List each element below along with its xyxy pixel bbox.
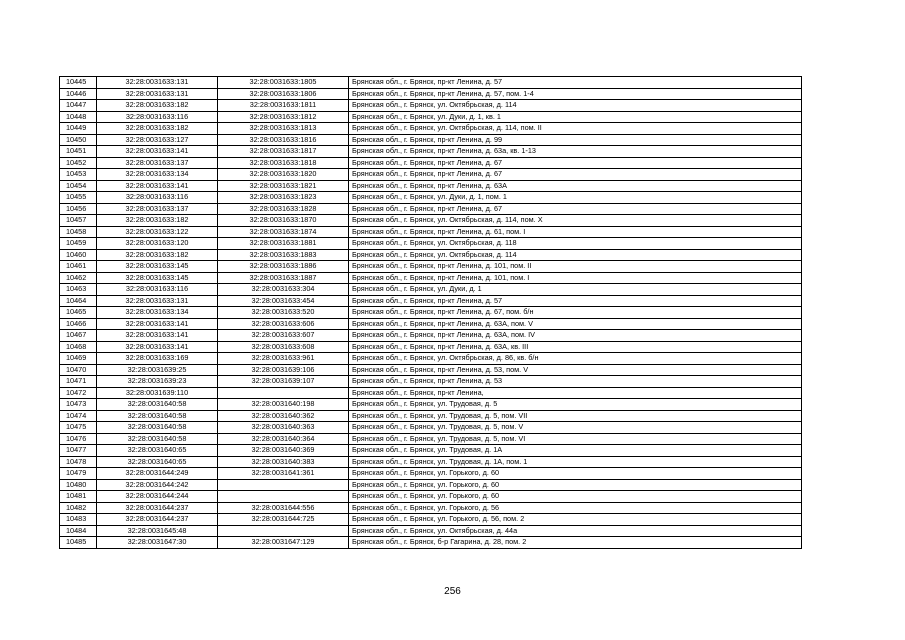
cadastral-number-cell: 32:28:0031633:454 [218, 295, 349, 307]
quarter-number-cell: 32:28:0031633:169 [97, 353, 218, 365]
quarter-number-cell: 32:28:0031640:65 [97, 456, 218, 468]
quarter-number-cell: 32:28:0031639:25 [97, 364, 218, 376]
quarter-number-cell: 32:28:0031633:182 [97, 215, 218, 227]
table-row [60, 88, 802, 100]
table-row [60, 502, 802, 514]
cadastral-number-cell: 32:28:0031633:1828 [218, 203, 349, 215]
address-cell: Брянская обл., г. Брянск, пр-кт Ленина, д. 57, пом. 1-4 [349, 88, 802, 100]
table-row [60, 100, 802, 112]
cadastral-number-cell: 32:28:0031640:369 [218, 445, 349, 457]
row-number-cell: 10462 [60, 272, 97, 284]
address-cell: Брянская обл., г. Брянск, пр-кт Ленина, д. 63а, кв. 1-13 [349, 146, 802, 158]
row-number-cell: 10450 [60, 134, 97, 146]
table-row [60, 468, 802, 480]
cadastral-number-cell: 32:28:0031644:725 [218, 514, 349, 526]
cadastral-table [59, 76, 802, 549]
table-row [60, 341, 802, 353]
address-cell: Брянская обл., г. Брянск, ул. Трудовая, д. 5, пом. V [349, 422, 802, 434]
cadastral-number-cell: 32:28:0031633:961 [218, 353, 349, 365]
row-number-cell: 10470 [60, 364, 97, 376]
address-cell: Брянская обл., г. Брянск, ул. Горького, д. 56, пом. 2 [349, 514, 802, 526]
quarter-number-cell: 32:28:0031633:122 [97, 226, 218, 238]
cadastral-number-cell: 32:28:0031633:1821 [218, 180, 349, 192]
table-row [60, 295, 802, 307]
cadastral-number-cell: 32:28:0031633:1886 [218, 261, 349, 273]
quarter-number-cell: 32:28:0031645:48 [97, 525, 218, 537]
quarter-number-cell: 32:28:0031639:23 [97, 376, 218, 388]
row-number-cell: 10467 [60, 330, 97, 342]
quarter-number-cell: 32:28:0031640:58 [97, 433, 218, 445]
quarter-number-cell: 32:28:0031633:116 [97, 192, 218, 204]
cadastral-number-cell: 32:28:0031640:364 [218, 433, 349, 445]
address-cell: Брянская обл., г. Брянск, пр-кт Ленина, д. 63А, пом. IV [349, 330, 802, 342]
cadastral-number-cell: 32:28:0031633:1812 [218, 111, 349, 123]
row-number-cell: 10481 [60, 491, 97, 503]
table-row [60, 433, 802, 445]
address-cell: Брянская обл., г. Брянск, ул. Трудовая, д. 1А [349, 445, 802, 457]
row-number-cell: 10461 [60, 261, 97, 273]
row-number-cell: 10456 [60, 203, 97, 215]
row-number-cell: 10451 [60, 146, 97, 158]
quarter-number-cell: 32:28:0031644:242 [97, 479, 218, 491]
row-number-cell: 10455 [60, 192, 97, 204]
table-row [60, 318, 802, 330]
row-number-cell: 10449 [60, 123, 97, 135]
row-number-cell: 10464 [60, 295, 97, 307]
cadastral-number-cell: 32:28:0031641:361 [218, 468, 349, 480]
address-cell: Брянская обл., г. Брянск, ул. Горького, д. 60 [349, 491, 802, 503]
row-number-cell: 10469 [60, 353, 97, 365]
table-row [60, 203, 802, 215]
row-number-cell: 10446 [60, 88, 97, 100]
address-cell: Брянская обл., г. Брянск, пр-кт Ленина, д. 57 [349, 77, 802, 89]
table-row [60, 330, 802, 342]
row-number-cell: 10448 [60, 111, 97, 123]
quarter-number-cell: 32:28:0031633:141 [97, 146, 218, 158]
address-cell: Брянская обл., г. Брянск, пр-кт Ленина, д. 53, пом. V [349, 364, 802, 376]
table-row [60, 387, 802, 399]
page-number: 256 [444, 586, 461, 597]
row-number-cell: 10476 [60, 433, 97, 445]
quarter-number-cell: 32:28:0031633:131 [97, 295, 218, 307]
address-cell: Брянская обл., г. Брянск, пр-кт Ленина, д. 61, пом. I [349, 226, 802, 238]
address-cell: Брянская обл., г. Брянск, ул. Дуки, д. 1, пом. 1 [349, 192, 802, 204]
address-cell: Брянская обл., г. Брянск, ул. Горького, д. 60 [349, 468, 802, 480]
cadastral-number-cell: 32:28:0031633:1881 [218, 238, 349, 250]
table-row [60, 353, 802, 365]
address-cell: Брянская обл., г. Брянск, ул. Октябрьская, д. 118 [349, 238, 802, 250]
row-number-cell: 10471 [60, 376, 97, 388]
cadastral-number-cell: 32:28:0031639:107 [218, 376, 349, 388]
address-cell: Брянская обл., г. Брянск, пр-кт Ленина, д. 99 [349, 134, 802, 146]
table-row [60, 514, 802, 526]
cadastral-number-cell: 32:28:0031633:1811 [218, 100, 349, 112]
quarter-number-cell: 32:28:0031644:237 [97, 502, 218, 514]
row-number-cell: 10477 [60, 445, 97, 457]
address-cell: Брянская обл., г. Брянск, пр-кт Ленина, д. 53 [349, 376, 802, 388]
address-cell: Брянская обл., г. Брянск, пр-кт Ленина, д. 67 [349, 169, 802, 181]
quarter-number-cell: 32:28:0031640:58 [97, 399, 218, 411]
table-row [60, 364, 802, 376]
table-row [60, 180, 802, 192]
quarter-number-cell: 32:28:0031633:141 [97, 318, 218, 330]
cadastral-number-cell: 32:28:0031633:1874 [218, 226, 349, 238]
row-number-cell: 10445 [60, 77, 97, 89]
address-cell: Брянская обл., г. Брянск, ул. Октябрьская, д. 86, кв. б/н [349, 353, 802, 365]
quarter-number-cell: 32:28:0031633:182 [97, 100, 218, 112]
quarter-number-cell: 32:28:0031633:141 [97, 330, 218, 342]
address-cell: Брянская обл., г. Брянск, ул. Горького, д. 56 [349, 502, 802, 514]
address-cell: Брянская обл., г. Брянск, пр-кт Ленина, д. 57 [349, 295, 802, 307]
cadastral-number-cell: 32:28:0031633:1806 [218, 88, 349, 100]
table-row [60, 399, 802, 411]
table-row [60, 146, 802, 158]
table-row [60, 537, 802, 549]
address-cell: Брянская обл., г. Брянск, ул. Октябрьская, д. 44а [349, 525, 802, 537]
row-number-cell: 10482 [60, 502, 97, 514]
table-row [60, 226, 802, 238]
table-row [60, 284, 802, 296]
quarter-number-cell: 32:28:0031633:127 [97, 134, 218, 146]
cadastral-number-cell [218, 387, 349, 399]
address-cell: Брянская обл., г. Брянск, ул. Трудовая, д. 5 [349, 399, 802, 411]
row-number-cell: 10465 [60, 307, 97, 319]
table-row [60, 525, 802, 537]
table-row [60, 422, 802, 434]
cadastral-number-cell: 32:28:0031633:1883 [218, 249, 349, 261]
address-cell: Брянская обл., г. Брянск, пр-кт Ленина, д. 101, пом. II [349, 261, 802, 273]
address-cell: Брянская обл., г. Брянск, ул. Октябрьская, д. 114 [349, 249, 802, 261]
table-row [60, 192, 802, 204]
quarter-number-cell: 32:28:0031644:237 [97, 514, 218, 526]
address-cell: Брянская обл., г. Брянск, ул. Дуки, д. 1, кв. 1 [349, 111, 802, 123]
cadastral-number-cell: 32:28:0031633:606 [218, 318, 349, 330]
quarter-number-cell: 32:28:0031647:30 [97, 537, 218, 549]
cadastral-number-cell: 32:28:0031633:1813 [218, 123, 349, 135]
quarter-number-cell: 32:28:0031640:58 [97, 410, 218, 422]
quarter-number-cell: 32:28:0031639:110 [97, 387, 218, 399]
address-cell: Брянская обл., г. Брянск, ул. Октябрьская, д. 114, пом. X [349, 215, 802, 227]
table-row [60, 157, 802, 169]
quarter-number-cell: 32:28:0031633:134 [97, 307, 218, 319]
row-number-cell: 10484 [60, 525, 97, 537]
row-number-cell: 10483 [60, 514, 97, 526]
quarter-number-cell: 32:28:0031640:58 [97, 422, 218, 434]
row-number-cell: 10485 [60, 537, 97, 549]
address-cell: Брянская обл., г. Брянск, ул. Октябрьская, д. 114, пом. II [349, 123, 802, 135]
address-cell: Брянская обл., г. Брянск, пр-кт Ленина, д. 63А, пом. V [349, 318, 802, 330]
cadastral-number-cell: 32:28:0031633:1817 [218, 146, 349, 158]
cadastral-number-cell [218, 491, 349, 503]
address-cell: Брянская обл., г. Брянск, ул. Трудовая, д. 5, пом. VI [349, 433, 802, 445]
address-cell: Брянская обл., г. Брянск, ул. Трудовая, д. 5, пом. VII [349, 410, 802, 422]
quarter-number-cell: 32:28:0031633:116 [97, 111, 218, 123]
cadastral-number-cell: 32:28:0031633:1816 [218, 134, 349, 146]
row-number-cell: 10457 [60, 215, 97, 227]
table-row [60, 410, 802, 422]
address-cell: Брянская обл., г. Брянск, ул. Горького, д. 60 [349, 479, 802, 491]
cadastral-number-cell: 32:28:0031640:363 [218, 422, 349, 434]
row-number-cell: 10453 [60, 169, 97, 181]
quarter-number-cell: 32:28:0031633:182 [97, 249, 218, 261]
table-body [60, 77, 802, 549]
row-number-cell: 10466 [60, 318, 97, 330]
table-row [60, 169, 802, 181]
row-number-cell: 10458 [60, 226, 97, 238]
address-cell: Брянская обл., г. Брянск, б-р Гагарина, д. 28, пом. 2 [349, 537, 802, 549]
quarter-number-cell: 32:28:0031644:249 [97, 468, 218, 480]
cadastral-number-cell: 32:28:0031633:1887 [218, 272, 349, 284]
row-number-cell: 10479 [60, 468, 97, 480]
row-number-cell: 10475 [60, 422, 97, 434]
table-row [60, 445, 802, 457]
table-row [60, 215, 802, 227]
address-cell: Брянская обл., г. Брянск, ул. Дуки, д. 1 [349, 284, 802, 296]
row-number-cell: 10447 [60, 100, 97, 112]
address-cell: Брянская обл., г. Брянск, ул. Трудовая, д. 1А, пом. 1 [349, 456, 802, 468]
table-row [60, 272, 802, 284]
table-row [60, 123, 802, 135]
quarter-number-cell: 32:28:0031633:120 [97, 238, 218, 250]
table-row [60, 376, 802, 388]
address-cell: Брянская обл., г. Брянск, пр-кт Ленина, д. 67 [349, 203, 802, 215]
row-number-cell: 10452 [60, 157, 97, 169]
quarter-number-cell: 32:28:0031633:141 [97, 180, 218, 192]
row-number-cell: 10459 [60, 238, 97, 250]
row-number-cell: 10473 [60, 399, 97, 411]
table-row [60, 238, 802, 250]
address-cell: Брянская обл., г. Брянск, пр-кт Ленина, д. 63А [349, 180, 802, 192]
row-number-cell: 10460 [60, 249, 97, 261]
cadastral-number-cell: 32:28:0031633:1820 [218, 169, 349, 181]
cadastral-number-cell: 32:28:0031644:556 [218, 502, 349, 514]
cadastral-number-cell: 32:28:0031633:1823 [218, 192, 349, 204]
address-cell: Брянская обл., г. Брянск, пр-кт Ленина, д. 67 [349, 157, 802, 169]
address-cell: Брянская обл., г. Брянск, пр-кт Ленина, [349, 387, 802, 399]
address-cell: Брянская обл., г. Брянск, ул. Октябрьская, д. 114 [349, 100, 802, 112]
table-row [60, 111, 802, 123]
cadastral-number-cell: 32:28:0031633:520 [218, 307, 349, 319]
cadastral-number-cell: 32:28:0031633:1870 [218, 215, 349, 227]
quarter-number-cell: 32:28:0031633:137 [97, 203, 218, 215]
cadastral-number-cell: 32:28:0031640:383 [218, 456, 349, 468]
row-number-cell: 10468 [60, 341, 97, 353]
cadastral-number-cell: 32:28:0031640:198 [218, 399, 349, 411]
table-row [60, 77, 802, 89]
row-number-cell: 10463 [60, 284, 97, 296]
row-number-cell: 10480 [60, 479, 97, 491]
cadastral-number-cell: 32:28:0031633:607 [218, 330, 349, 342]
table-row [60, 479, 802, 491]
row-number-cell: 10472 [60, 387, 97, 399]
cadastral-number-cell: 32:28:0031639:106 [218, 364, 349, 376]
cadastral-number-cell [218, 525, 349, 537]
cadastral-number-cell: 32:28:0031633:1818 [218, 157, 349, 169]
table-row [60, 261, 802, 273]
cadastral-number-cell: 32:28:0031633:608 [218, 341, 349, 353]
quarter-number-cell: 32:28:0031633:182 [97, 123, 218, 135]
cadastral-number-cell: 32:28:0031640:362 [218, 410, 349, 422]
cadastral-number-cell: 32:28:0031647:129 [218, 537, 349, 549]
quarter-number-cell: 32:28:0031633:145 [97, 261, 218, 273]
address-cell: Брянская обл., г. Брянск, пр-кт Ленина, д. 67, пом. б/н [349, 307, 802, 319]
quarter-number-cell: 32:28:0031633:145 [97, 272, 218, 284]
table-row [60, 249, 802, 261]
quarter-number-cell: 32:28:0031633:141 [97, 341, 218, 353]
quarter-number-cell: 32:28:0031644:244 [97, 491, 218, 503]
quarter-number-cell: 32:28:0031633:134 [97, 169, 218, 181]
quarter-number-cell: 32:28:0031633:137 [97, 157, 218, 169]
table-row [60, 491, 802, 503]
table-row [60, 456, 802, 468]
quarter-number-cell: 32:28:0031633:131 [97, 77, 218, 89]
quarter-number-cell: 32:28:0031633:131 [97, 88, 218, 100]
cadastral-number-cell: 32:28:0031633:304 [218, 284, 349, 296]
quarter-number-cell: 32:28:0031633:116 [97, 284, 218, 296]
row-number-cell: 10454 [60, 180, 97, 192]
row-number-cell: 10474 [60, 410, 97, 422]
cadastral-number-cell: 32:28:0031633:1805 [218, 77, 349, 89]
table-row [60, 134, 802, 146]
table-row [60, 307, 802, 319]
address-cell: Брянская обл., г. Брянск, пр-кт Ленина, д. 101, пом. I [349, 272, 802, 284]
cadastral-number-cell [218, 479, 349, 491]
address-cell: Брянская обл., г. Брянск, пр-кт Ленина, д. 63А, кв. III [349, 341, 802, 353]
quarter-number-cell: 32:28:0031640:65 [97, 445, 218, 457]
row-number-cell: 10478 [60, 456, 97, 468]
